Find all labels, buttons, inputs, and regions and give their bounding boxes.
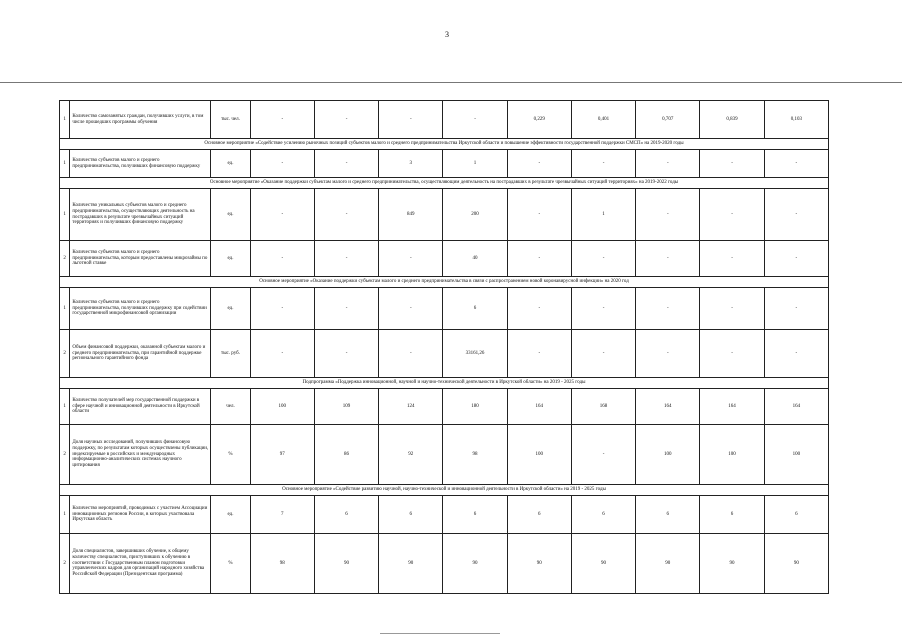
value-cell: 0,103 [764, 101, 828, 139]
value-cell: 100 [507, 425, 571, 485]
value-cell: 0,229 [507, 101, 571, 139]
value-cell: 40 [443, 241, 507, 277]
unit-cell: ед. [211, 288, 250, 330]
value-cell: - [764, 150, 828, 178]
value-cell: - [250, 150, 314, 178]
value-cell: - [379, 241, 443, 277]
table-row [60, 150, 829, 178]
value-cell: 164 [764, 389, 828, 425]
value-cell: 180 [443, 389, 507, 425]
indicator-name: Объем финансовой поддержки, оказанной субъектам малого и среднего предпринимательства, при гарантийной поддержке регионального гарантийного фонда [70, 330, 211, 378]
section-header-row [60, 178, 829, 189]
value-cell: 6 [443, 496, 507, 534]
unit-cell: тыс. чел. [211, 101, 250, 139]
value-cell: - [250, 330, 314, 378]
value-cell: 0,707 [636, 101, 700, 139]
row-number: 1 [60, 389, 70, 425]
row-number: 1 [60, 150, 70, 178]
value-cell: 90 [571, 534, 635, 594]
value-cell: - [571, 241, 635, 277]
row-number: 1 [60, 189, 70, 241]
section-header-row [60, 485, 829, 496]
value-cell: - [636, 150, 700, 178]
indicator-name: Доля специалистов, завершивших обучение, к общему количеству специалистов, приступивших к обучению в соответствии с Государственным планом подготовки управленческих кадров для организаций народного хозяйства Российской Федерации (Президентская программа) [70, 534, 211, 594]
value-cell: - [379, 101, 443, 139]
header-rule [0, 82, 902, 83]
section-title: Подпрограмма «Поддержка инновационной, научной и научно-технической деятельности в Иркутской области» на 2019 - 2025 годы [60, 378, 829, 389]
indicator-name: Количество мероприятий, проводимых с участием Ассоциации инновационных регионов России, в которых участвовала Иркутская область [70, 496, 211, 534]
section-title: Основное мероприятие «Содействие усилению рыночных позиций субъектов малого и среднего предпринимательства Иркутской области и повышение эффективности государственной поддержки СМСП» на 2019-2020 годы [60, 139, 829, 150]
value-cell: - [250, 189, 314, 241]
value-cell: 1 [443, 150, 507, 178]
value-cell: 6 [507, 496, 571, 534]
value-cell: - [700, 330, 764, 378]
value-cell: 6 [314, 496, 378, 534]
value-cell: - [314, 241, 378, 277]
value-cell: 7 [250, 496, 314, 534]
unit-cell: ед. [211, 241, 250, 277]
value-cell: - [507, 189, 571, 241]
row-number: 2 [60, 425, 70, 485]
value-cell: - [379, 330, 443, 378]
value-cell: 164 [507, 389, 571, 425]
unit-cell: ед. [211, 150, 250, 178]
value-cell: - [443, 101, 507, 139]
table-row [60, 101, 829, 139]
section-title: Основное мероприятие «Оказание поддержки субъектам малого и среднего предпринимательства в связи с распространением новой коронавирусной инфекции» на 2020 год [60, 277, 829, 288]
value-cell: 86 [314, 425, 378, 485]
unit-cell: ед. [211, 496, 250, 534]
value-cell: - [314, 288, 378, 330]
value-cell: 0,401 [571, 101, 635, 139]
row-number: 1 [60, 496, 70, 534]
value-cell: - [250, 241, 314, 277]
table-row [60, 288, 829, 330]
value-cell: - [250, 101, 314, 139]
row-number: 2 [60, 330, 70, 378]
value-cell: 90 [314, 534, 378, 594]
value-cell: 98 [443, 425, 507, 485]
section-title: Основное мероприятие «Содействие развитию научной, научно-технической и инновационной деятельности в Иркутской области» на 2019 - 2025 годы [60, 485, 829, 496]
value-cell: - [636, 189, 700, 241]
table-row [60, 496, 829, 534]
value-cell: 90 [636, 534, 700, 594]
page-number: 3 [445, 30, 449, 39]
table-row [60, 534, 829, 594]
value-cell: - [507, 288, 571, 330]
value-cell: 1 [571, 189, 635, 241]
indicator-name: Количество субъектов малого и среднего предпринимательства, получивших поддержку при содействии государственной микрофинансовой организации [70, 288, 211, 330]
value-cell: 100 [700, 425, 764, 485]
value-cell: - [636, 241, 700, 277]
value-cell: - [700, 241, 764, 277]
value-cell: 90 [700, 534, 764, 594]
value-cell: 6 [379, 496, 443, 534]
value-cell: - [314, 330, 378, 378]
value-cell: - [700, 189, 764, 241]
value-cell: - [571, 150, 635, 178]
value-cell: 109 [314, 389, 378, 425]
indicator-name: Количество уникальных субъектов малого и среднего предпринимательства, осуществляющих деятельность на пострадавших в результате чрезвычайных ситуаций территориях и получивших финансовую поддержку [70, 189, 211, 241]
section-title: Основное мероприятие «Оказание поддержки субъектам малого и среднего предпринимательства, осуществляющим деятельность на пострадавших в результате чрезвычайных ситуаций территориях» на 2019-2022 годы [60, 178, 829, 189]
unit-cell: тыс. руб. [211, 330, 250, 378]
value-cell: 6 [636, 496, 700, 534]
value-cell: 3 [379, 150, 443, 178]
value-cell: 124 [379, 389, 443, 425]
value-cell: 98 [250, 534, 314, 594]
value-cell: 90 [507, 534, 571, 594]
value-cell: - [314, 101, 378, 139]
unit-cell: % [211, 425, 250, 485]
value-cell: 90 [443, 534, 507, 594]
value-cell: 6 [700, 496, 764, 534]
row-number: 1 [60, 101, 70, 139]
unit-cell: % [211, 534, 250, 594]
value-cell: - [379, 288, 443, 330]
value-cell: 0,839 [700, 101, 764, 139]
value-cell: 849 [379, 189, 443, 241]
value-cell: - [764, 288, 828, 330]
value-cell: 200 [443, 189, 507, 241]
value-cell: - [700, 288, 764, 330]
value-cell: 168 [571, 389, 635, 425]
value-cell: - [636, 330, 700, 378]
value-cell: - [571, 288, 635, 330]
value-cell: 100 [250, 389, 314, 425]
value-cell: 92 [379, 425, 443, 485]
unit-cell: ед. [211, 189, 250, 241]
value-cell: - [507, 241, 571, 277]
value-cell: 97 [250, 425, 314, 485]
indicator-name: Количество получателей мер государственной поддержки в сфере научной и инновационной деятельности в Иркутской области [70, 389, 211, 425]
value-cell: 164 [700, 389, 764, 425]
value-cell: - [636, 288, 700, 330]
value-cell: 6 [443, 288, 507, 330]
value-cell: - [764, 241, 828, 277]
value-cell: 100 [636, 425, 700, 485]
section-header-row [60, 378, 829, 389]
value-cell: - [314, 189, 378, 241]
value-cell: 33161,26 [443, 330, 507, 378]
row-number: 1 [60, 288, 70, 330]
indicator-name: Количество субъектов малого и среднего предпринимательства, которым предоставлены микрозаймы по льготной ставке [70, 241, 211, 277]
value-cell: - [764, 189, 828, 241]
value-cell: - [250, 288, 314, 330]
table-row [60, 425, 829, 485]
indicator-name: Количество самозанятых граждан, получивших услуги, в том числе прошедших программы обучения [70, 101, 211, 139]
section-header-row [60, 277, 829, 288]
value-cell: 90 [764, 534, 828, 594]
table-row [60, 189, 829, 241]
indicator-name: Количество субъектов малого и среднего предпринимательства, получивших финансовую поддержку [70, 150, 211, 178]
indicator-name: Доля научных исследований, получивших финансовую поддержку, по результатам которых осуществлены публикации, индексируемые в российских и международных информационно-аналитических системах научного цитирования [70, 425, 211, 485]
value-cell: - [571, 425, 635, 485]
table-row [60, 241, 829, 277]
row-number: 2 [60, 241, 70, 277]
value-cell: 6 [764, 496, 828, 534]
row-number: 2 [60, 534, 70, 594]
section-header-row [60, 139, 829, 150]
value-cell: - [764, 330, 828, 378]
unit-cell: чел. [211, 389, 250, 425]
value-cell: 90 [379, 534, 443, 594]
table-row [60, 330, 829, 378]
table-row [60, 389, 829, 425]
value-cell: - [314, 150, 378, 178]
value-cell: - [507, 330, 571, 378]
value-cell: 164 [636, 389, 700, 425]
value-cell: 6 [571, 496, 635, 534]
value-cell: - [507, 150, 571, 178]
indicators-table [59, 100, 829, 594]
value-cell: 100 [764, 425, 828, 485]
scan-mark [380, 633, 500, 634]
value-cell: - [700, 150, 764, 178]
value-cell: - [571, 330, 635, 378]
